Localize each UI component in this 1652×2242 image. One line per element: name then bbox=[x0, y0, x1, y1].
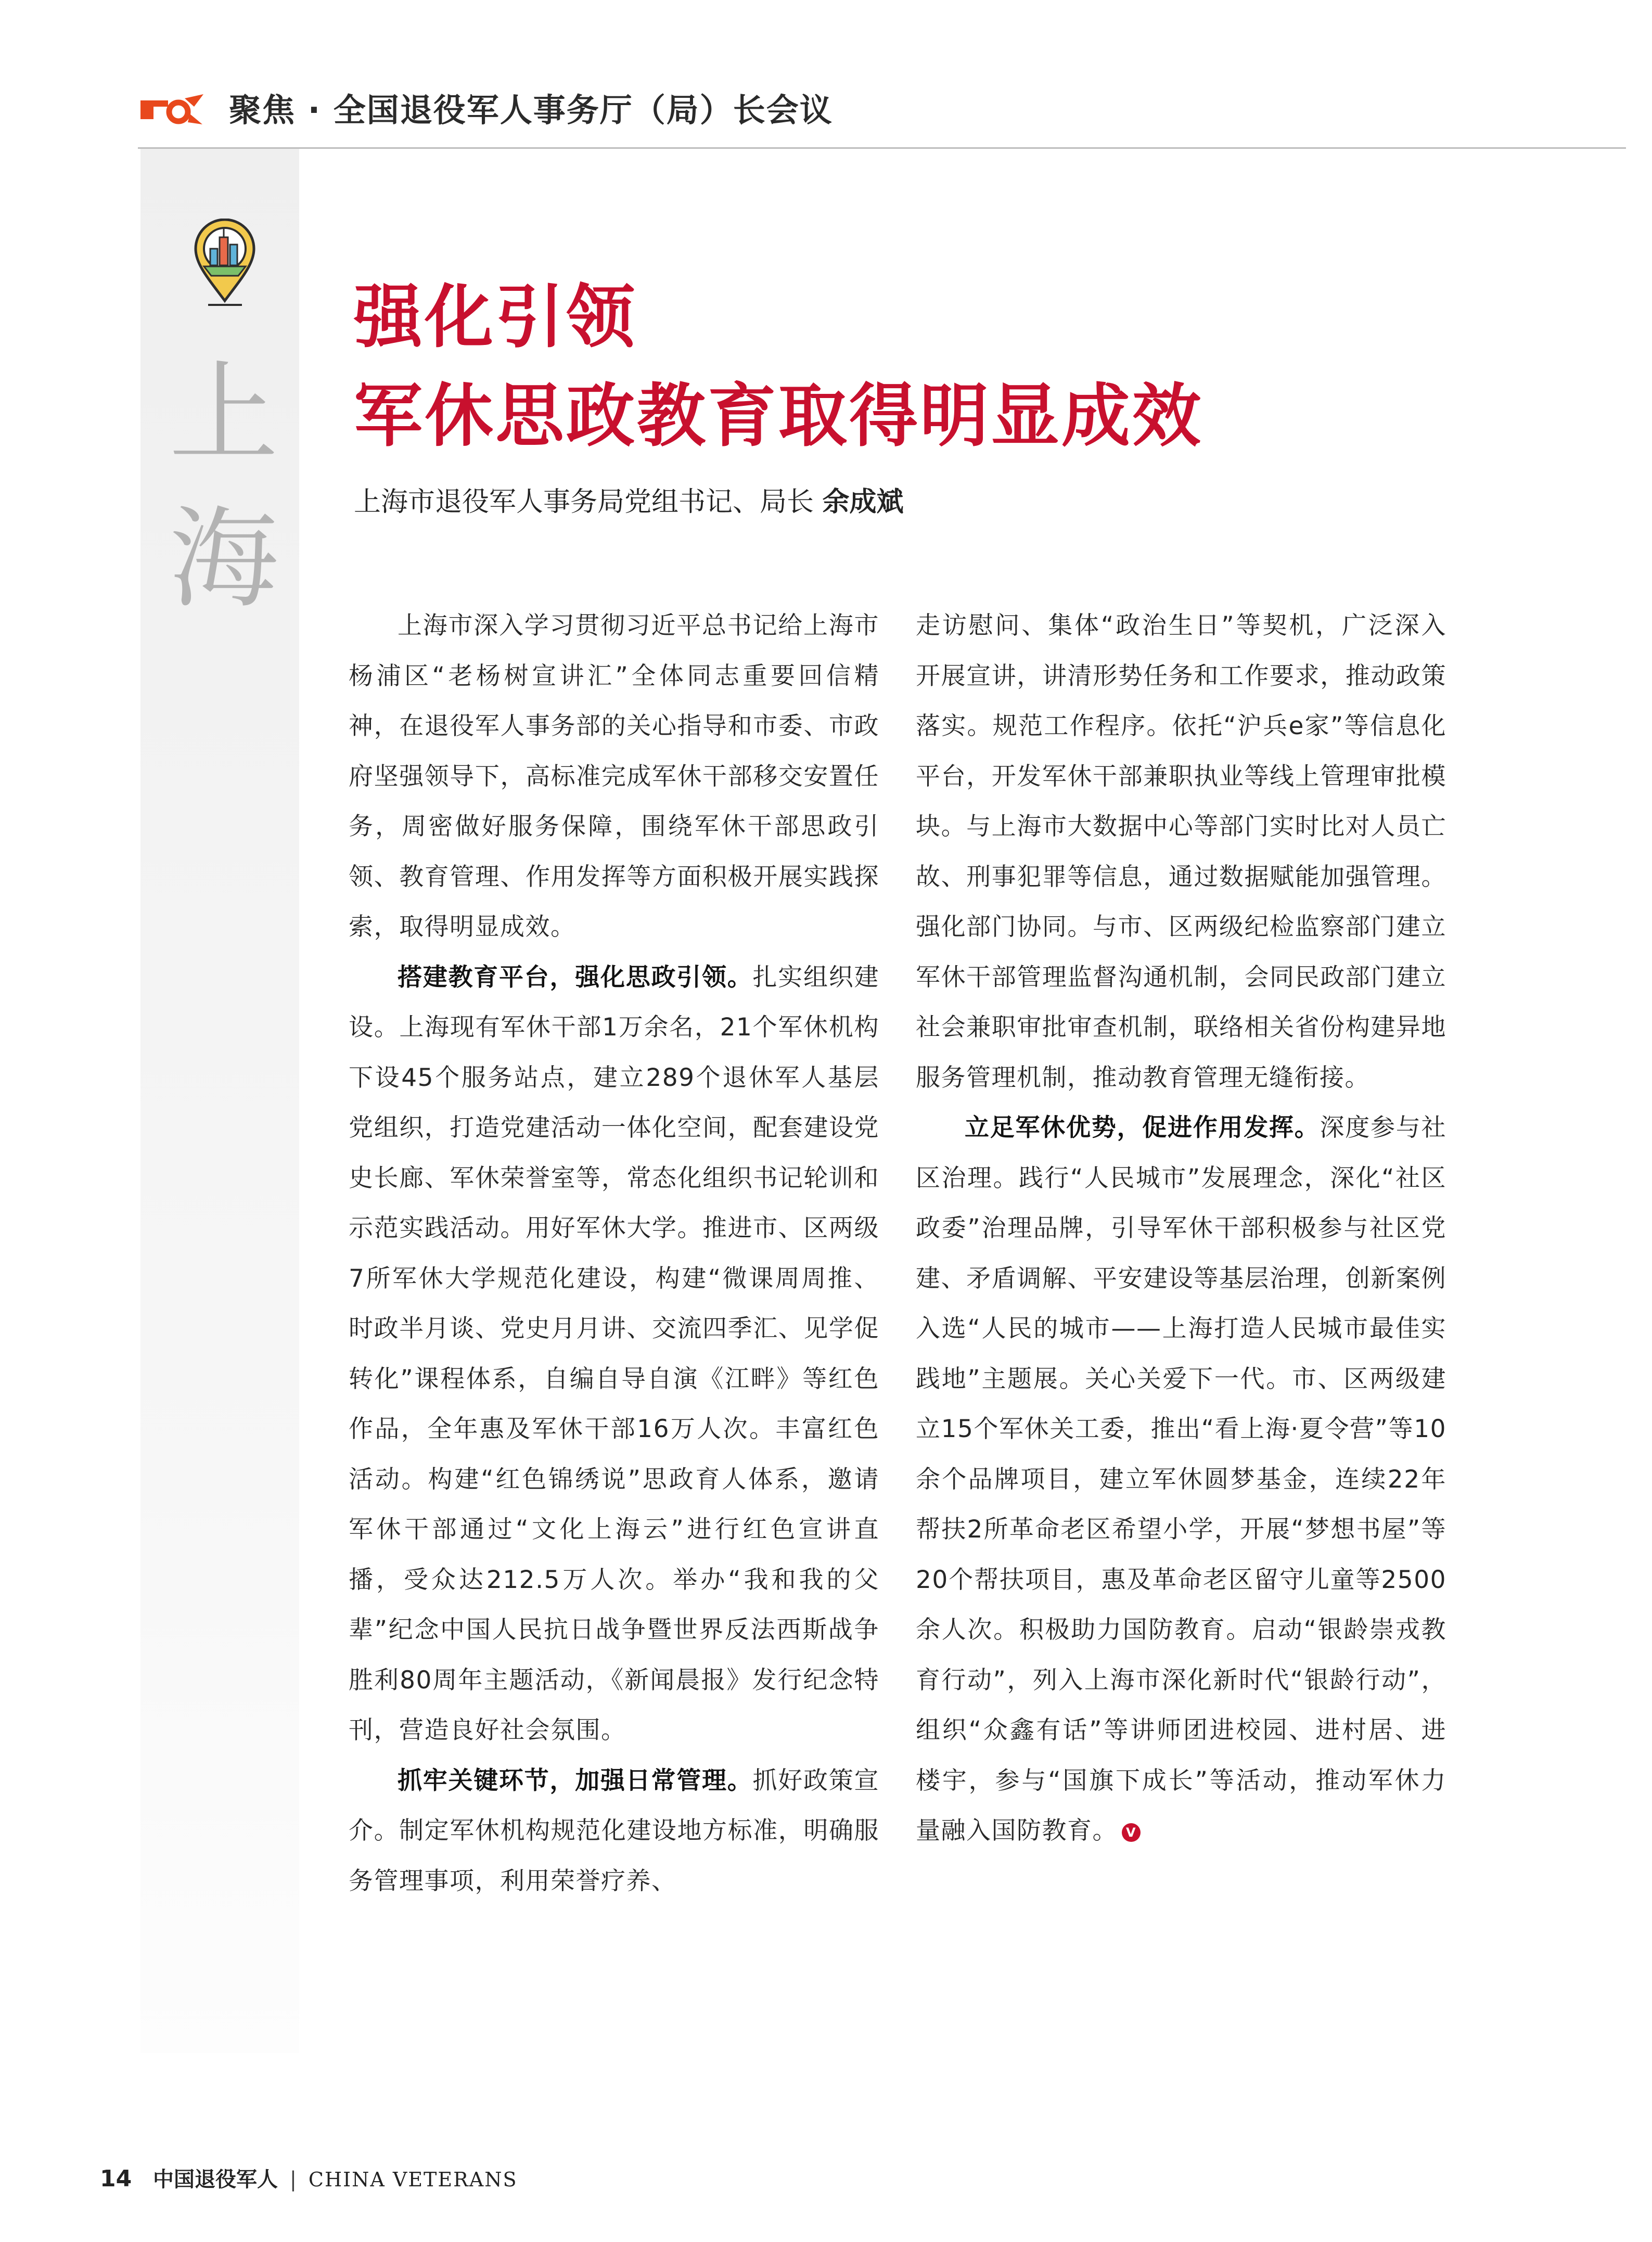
intro-paragraph: 上海市深入学习贯彻习近平总书记给上海市杨浦区“老杨树宣讲汇”全体同志重要回信精神，在退役军人事务部的关心指导和市委、市政府坚强领导下，高标准完成军休干部移交安置任务，周密做好服务保障，围绕军休干部思政引领、教育管理、作用发挥等方面积极开展实践探索，取得明显成效。 bbox=[349, 611, 879, 941]
article-title-line-1: 强化引领 bbox=[354, 277, 637, 357]
section-3-body: 深度参与社区治理。践行“人民城市”发展理念，深化“社区政委”治理品牌，引导军休干部积极参与社区党建、矛盾调解、平安建设等基层治理，创新案例入选“人民的城市——上海打造人民城市最佳实践地”主题展。关心关爱下一代。市、区两级建立15个军休关工委，推出“看上海·夏令营”等10余个品牌项目，建立军休圆梦基金，连续22年帮扶2所革命老区希望小学，开展“梦想书屋”等20个帮扶项目，惠及革命老区留守儿童等2500余人次。积极助力国防教育。启动“银龄崇戎教育行动”，列入上海市深化新时代“银龄行动”，组织“众鑫有话”等讲师团进校园、进村居、进楼宇，参与“国旗下成长”等活动，推动军休力量融入国防教育。 bbox=[916, 1113, 1446, 1845]
section-3-paragraph bbox=[916, 1103, 1446, 1856]
section-2-body-start: 抓好政策宣介。制定军休机构规范化建设地方标准，明确服务管理事项，利用荣誉疗养、 bbox=[349, 1766, 879, 1895]
publication-name-cn: 中国退役军人 bbox=[152, 2168, 278, 2192]
section-2-paragraph bbox=[349, 1756, 879, 1907]
section-2-continued: 走访慰问、集体“政治生日”等契机，广泛深入开展宣讲，讲清形势任务和工作要求，推动政策落实。规范工作程序。依托“沪兵e家”等信息化平台，开发军休干部兼职执业等线上管理审批模块。与上海市大数据中心等部门实时比对人员亡故、刑事犯罪等信息，通过数据赋能加强管理。强化部门协同。与市、区两级纪检监察部门建立军休干部管理监督沟通机制，会同民政部门建立社会兼职审批审查机制，联络相关省份构建异地服务管理机制，推动教育管理无缝衔接。 bbox=[916, 611, 1446, 1092]
footer-separator: | bbox=[289, 2168, 297, 2192]
byline bbox=[354, 484, 904, 520]
section-title: 聚焦 · 全国退役军人事务厅（局）长会议 bbox=[229, 91, 833, 129]
city-location-pin-icon bbox=[193, 219, 258, 307]
header-divider bbox=[138, 147, 1626, 149]
section-1-lead: 搭建教育平台，强化思政引领。 bbox=[398, 963, 753, 992]
city-name-char-1: 上 bbox=[169, 350, 278, 477]
section-1-body: 扎实组织建设。上海现有军休干部1万余名，21个军休机构下设45个服务站点，建立289个退休军人基层党组织，打造党建活动一体化空间，配套建设党史长廊、军休荣誉室等，常态化组织书记轮训和示范实践活动。用好军休大学。推进市、区两级7所军休大学规范化建设，构建“微课周周推、时政半月谈、党史月月讲、交流四季汇、见学促转化”课程体系，自编自导自演《江畔》等红色作品，全年惠及军休干部16万人次。丰富红色活动。构建“红色锦绣说”思政育人体系，邀请军休干部通过“文化上海云”进行红色宣讲直播，受众达212.5万人次。举办“我和我的父辈”纪念中国人民抗日战争暨世界反法西斯战争胜利80周年主题活动，《新闻晨报》发行纪念特刊，营造良好社会氛围。 bbox=[349, 963, 879, 1745]
page-header bbox=[138, 88, 1626, 135]
section-2-lead: 抓牢关键环节，加强日常管理。 bbox=[398, 1766, 753, 1795]
article-column-left bbox=[349, 601, 879, 1906]
section-3-lead: 立足军休优势，促进作用发挥。 bbox=[965, 1113, 1320, 1142]
city-name-char-2: 海 bbox=[169, 495, 278, 623]
article-title-line-2: 军休思政教育取得明显成效 bbox=[354, 376, 1203, 456]
publication-name-en: CHINA VETERANS bbox=[308, 2168, 518, 2191]
magazine-logo-icon bbox=[138, 91, 206, 127]
author-name: 余成斌 bbox=[822, 486, 904, 518]
author-role: 上海市退役军人事务局党组书记、局长 bbox=[354, 486, 814, 518]
end-mark-icon: V bbox=[1122, 1823, 1141, 1842]
page-footer bbox=[100, 2164, 517, 2194]
section-1-paragraph bbox=[349, 953, 879, 1756]
article-column-right bbox=[916, 601, 1446, 1856]
page-number: 14 bbox=[100, 2166, 132, 2192]
